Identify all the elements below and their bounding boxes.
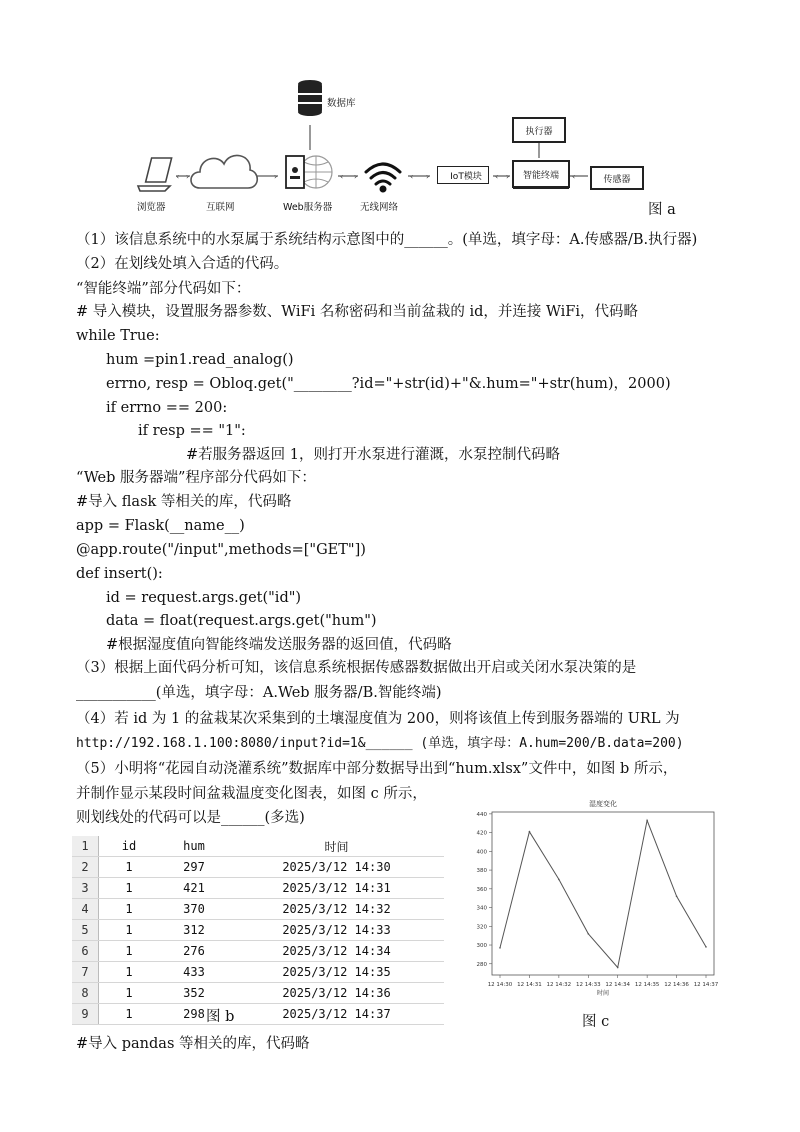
cell-hum: 352 bbox=[159, 983, 229, 1004]
row-number: 9 bbox=[72, 1004, 99, 1025]
terminal-code-line: if errno == 200: bbox=[106, 400, 228, 416]
x-tick-label: 12 14:32 bbox=[546, 982, 572, 988]
x-tick-label: 12 14:35 bbox=[634, 982, 660, 988]
y-tick-label: 340 bbox=[476, 905, 487, 912]
cell-id: 1 bbox=[99, 1004, 160, 1025]
svg-text:›: › bbox=[354, 172, 358, 181]
iot-module-box bbox=[437, 166, 489, 184]
data-point bbox=[499, 947, 501, 949]
row-number: 8 bbox=[72, 983, 99, 1004]
x-tick-label: 12 14:34 bbox=[605, 982, 631, 988]
web-server-icon bbox=[286, 156, 332, 188]
smart-terminal-box bbox=[512, 160, 570, 188]
svg-text:›: › bbox=[426, 172, 430, 181]
server-code-line: app = Flask(__name__) bbox=[76, 518, 245, 534]
smart-terminal-label: 智能终端 bbox=[522, 170, 559, 181]
x-tick-label: 12 14:36 bbox=[664, 982, 689, 988]
header-hum: hum bbox=[159, 836, 229, 857]
cell-hum: 276 bbox=[159, 941, 229, 962]
cell-time: 2025/3/12 14:37 bbox=[229, 1004, 444, 1025]
web-server-label: Web服务器 bbox=[283, 202, 333, 213]
table-row bbox=[72, 1004, 444, 1025]
terminal-code-line: hum =pin1.read_analog() bbox=[106, 352, 294, 368]
y-tick-label: 320 bbox=[476, 924, 487, 931]
question-3: （3）根据上面代码分析可知，该信息系统根据传感器数据做出开启或关闭水泵决策的是 bbox=[76, 660, 637, 676]
data-point bbox=[617, 967, 619, 969]
figure-b-caption: 图 b bbox=[206, 1009, 235, 1025]
table-row bbox=[72, 899, 444, 920]
row-number: 2 bbox=[72, 857, 99, 878]
cell-time: 2025/3/12 14:31 bbox=[229, 878, 444, 899]
y-tick-label: 420 bbox=[476, 830, 487, 837]
cell-id: 1 bbox=[99, 878, 160, 899]
humidity-line-chart bbox=[462, 790, 728, 1005]
cell-hum: 298 bbox=[159, 1004, 229, 1025]
figure-c-caption: 图 c bbox=[582, 1014, 610, 1030]
question-2: （2）在划线处填入合适的代码。 bbox=[76, 256, 289, 272]
last-code-line: #导入 pandas 等相关的库，代码略 bbox=[76, 1036, 310, 1052]
sensor-label: 传感器 bbox=[603, 174, 631, 185]
x-tick-label: 12 14:30 bbox=[487, 982, 513, 988]
table-row bbox=[72, 920, 444, 941]
svg-text:›: › bbox=[506, 172, 510, 181]
svg-text:‹: ‹ bbox=[410, 172, 414, 181]
cell-id: 1 bbox=[99, 983, 160, 1004]
cell-id: 1 bbox=[99, 899, 160, 920]
x-tick-label: 12 14:37 bbox=[693, 982, 719, 988]
cell-time: 2025/3/12 14:32 bbox=[229, 899, 444, 920]
chart-title: 湿度变化 bbox=[589, 800, 617, 808]
server-code-line: id = request.args.get("id") bbox=[106, 590, 302, 606]
server-code-line: @app.route("/input",methods=["GET"]) bbox=[76, 542, 366, 558]
y-tick-label: 380 bbox=[476, 868, 487, 875]
cell-time: 2025/3/12 14:30 bbox=[229, 857, 444, 878]
table-row bbox=[72, 962, 444, 983]
question-5-prompt: 则划线处的代码可以是______(多选) bbox=[76, 810, 305, 826]
row-number: 7 bbox=[72, 962, 99, 983]
question-3-cont: ___________(单选，填字母：A.Web 服务器/B.智能终端) bbox=[76, 685, 442, 701]
data-point bbox=[705, 946, 707, 948]
x-tick-label: 12 14:31 bbox=[517, 982, 542, 988]
svg-text:›: › bbox=[186, 172, 190, 181]
database-icon bbox=[298, 80, 322, 116]
y-tick-label: 400 bbox=[476, 849, 487, 856]
header-time: 时间 bbox=[229, 836, 444, 857]
table-row bbox=[72, 941, 444, 962]
cell-id: 1 bbox=[99, 941, 160, 962]
cell-hum: 421 bbox=[159, 878, 229, 899]
cell-id: 1 bbox=[99, 920, 160, 941]
table-row bbox=[72, 983, 444, 1004]
y-tick-label: 440 bbox=[476, 811, 487, 818]
cell-hum: 370 bbox=[159, 899, 229, 920]
y-tick-label: 360 bbox=[476, 886, 487, 893]
figure-a-caption: 图 a bbox=[648, 202, 676, 218]
laptop-icon bbox=[138, 158, 172, 191]
row-number: 1 bbox=[72, 836, 99, 857]
y-tick-label: 300 bbox=[476, 943, 487, 950]
spreadsheet-table bbox=[72, 836, 444, 1025]
wireless-label: 无线网络 bbox=[360, 202, 399, 213]
data-point bbox=[676, 896, 678, 898]
x-axis-label: 时间 bbox=[596, 990, 610, 997]
server-code-line: def insert(): bbox=[76, 566, 163, 582]
browser-label: 浏览器 bbox=[137, 202, 166, 213]
data-point bbox=[646, 820, 648, 822]
y-tick-label: 280 bbox=[476, 961, 487, 968]
question-1: （1）该信息系统中的水泵属于系统结构示意图中的______。(单选，填字母：A.传感器/B.执行器) bbox=[76, 232, 698, 248]
row-number: 4 bbox=[72, 899, 99, 920]
svg-text:‹: ‹ bbox=[340, 172, 344, 181]
database-label: 数据库 bbox=[327, 98, 356, 109]
cell-id: 1 bbox=[99, 857, 160, 878]
server-code-line: #导入 flask 等相关的库，代码略 bbox=[76, 494, 292, 510]
data-point bbox=[558, 879, 560, 881]
row-number: 5 bbox=[72, 920, 99, 941]
terminal-code-intro: “智能终端”部分代码如下： bbox=[76, 281, 251, 297]
terminal-code-line: errno, resp = Obloq.get("________?id="+str(id)+"&.hum="+str(hum)，2000) bbox=[106, 376, 671, 392]
server-code-intro: “Web 服务器端”程序部分代码如下： bbox=[76, 470, 316, 486]
table-row bbox=[72, 857, 444, 878]
question-5: （5）小明将“花园自动浇灌系统”数据库中部分数据导出到“hum.xlsx”文件中，如图 b 所示， bbox=[76, 761, 678, 777]
x-tick-label: 12 14:33 bbox=[575, 982, 601, 988]
series-line bbox=[500, 820, 706, 967]
diagram-connectors bbox=[0, 0, 800, 230]
iot-module-label: IoT模块 bbox=[450, 171, 482, 182]
data-point bbox=[587, 933, 589, 935]
question-4: （4）若 id 为 1 的盆栽某次采集到的土壤湿度值为 200，则将该值上传到服务器端的 URL 为 bbox=[76, 711, 680, 727]
terminal-code-line: while True: bbox=[76, 328, 160, 344]
svg-text:‹: ‹ bbox=[176, 172, 180, 181]
cell-time: 2025/3/12 14:34 bbox=[229, 941, 444, 962]
table-row bbox=[72, 878, 444, 899]
row-number: 6 bbox=[72, 941, 99, 962]
internet-label: 互联网 bbox=[206, 202, 235, 213]
data-point bbox=[529, 831, 531, 833]
svg-text:›: › bbox=[274, 172, 278, 181]
actuator-box bbox=[512, 117, 566, 143]
server-code-line: #根据湿度值向智能终端发送服务器的返回值，代码略 bbox=[106, 637, 452, 653]
cell-time: 2025/3/12 14:36 bbox=[229, 983, 444, 1004]
terminal-code-line: # 导入模块，设置服务器参数、WiFi 名称密码和当前盆栽的 id，并连接 WiFi，代码略 bbox=[76, 304, 638, 320]
cell-hum: 433 bbox=[159, 962, 229, 983]
cell-hum: 297 bbox=[159, 857, 229, 878]
cell-id: 1 bbox=[99, 962, 160, 983]
row-number: 3 bbox=[72, 878, 99, 899]
server-code-line: data = float(request.args.get("hum") bbox=[106, 613, 377, 629]
terminal-code-line: #若服务器返回 1，则打开水泵进行灌溉，水泵控制代码略 bbox=[186, 447, 560, 463]
table-header-row bbox=[72, 836, 444, 857]
actuator-label: 执行器 bbox=[525, 126, 553, 137]
svg-text:‹: ‹ bbox=[572, 172, 576, 181]
question-5-cont: 并制作显示某段时间盆栽温度变化图表，如图 c 所示， bbox=[76, 786, 427, 802]
header-id: id bbox=[99, 836, 160, 857]
question-4-url: http://192.168.1.100:8080/input?id=1&______ (单选，填字母：A.hum=200/B.data=200) bbox=[76, 736, 684, 751]
terminal-code-line: if resp == "1": bbox=[138, 423, 246, 439]
cell-time: 2025/3/12 14:33 bbox=[229, 920, 444, 941]
wifi-icon bbox=[366, 164, 400, 191]
cloud-icon bbox=[191, 155, 257, 188]
cell-time: 2025/3/12 14:35 bbox=[229, 962, 444, 983]
svg-text:‹: ‹ bbox=[495, 172, 499, 181]
cell-hum: 312 bbox=[159, 920, 229, 941]
sensor-box bbox=[590, 166, 644, 190]
